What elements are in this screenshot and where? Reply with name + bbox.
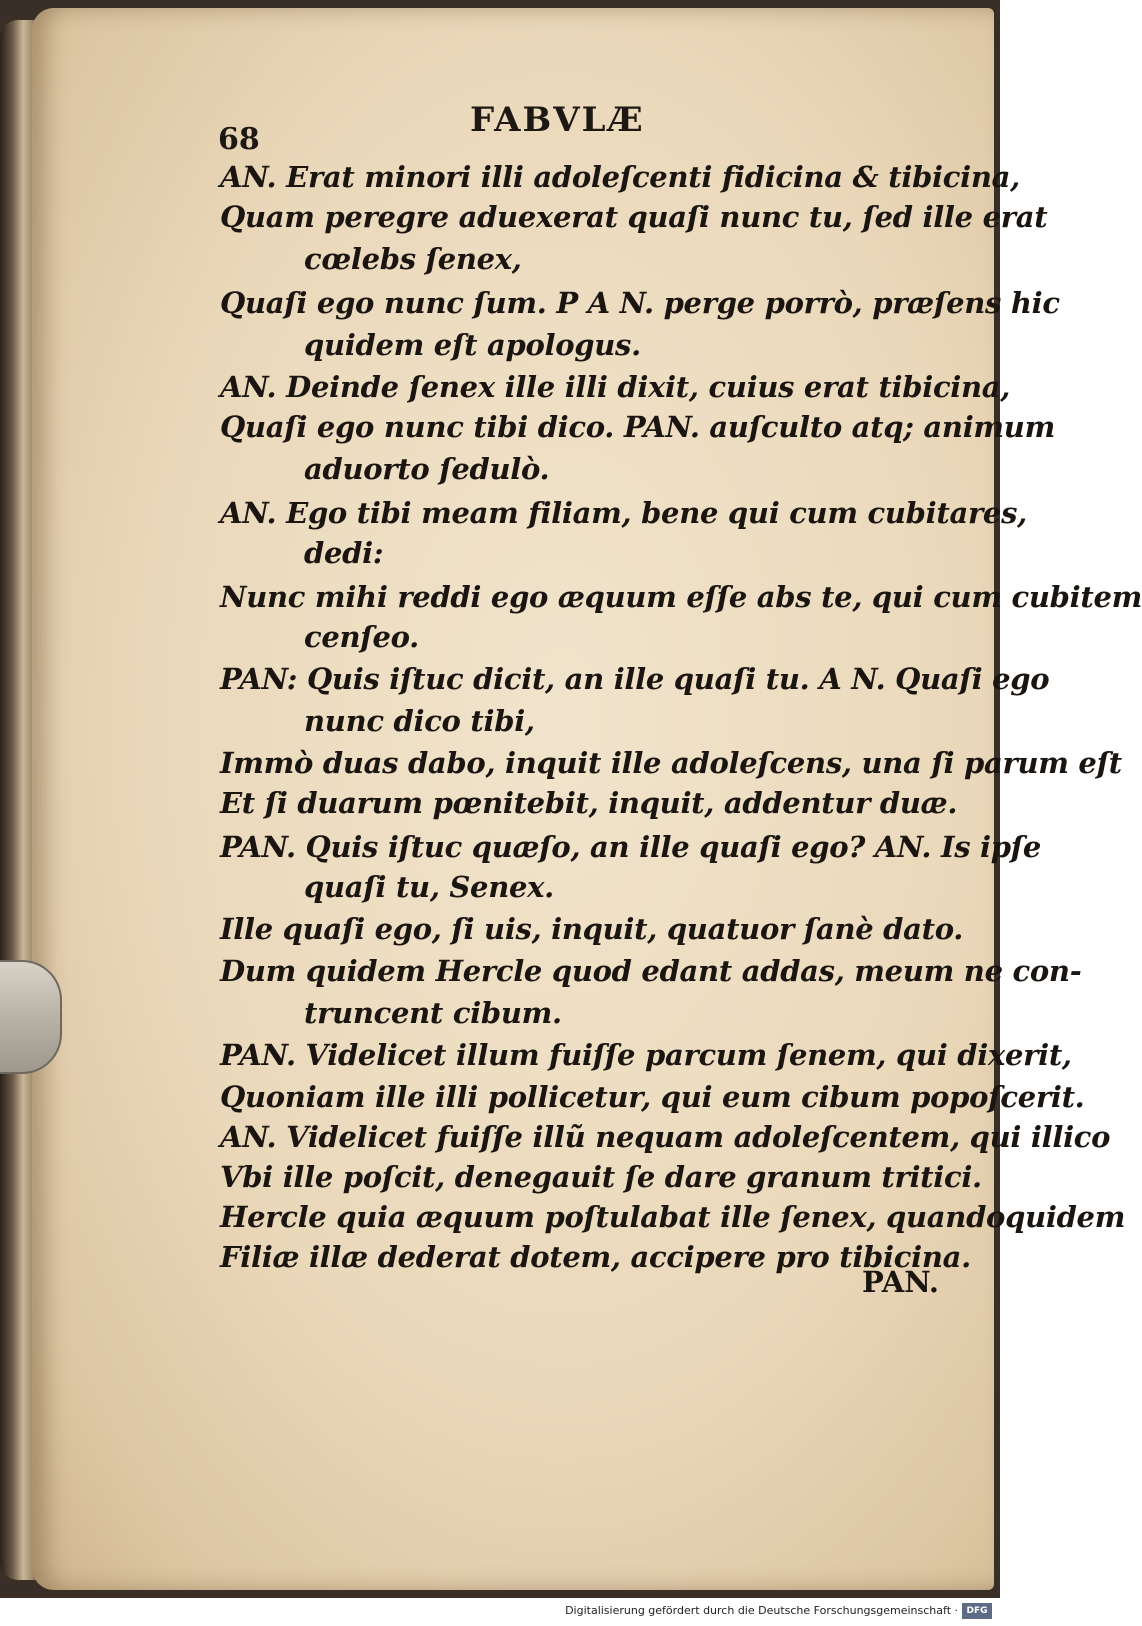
text-line: Quam peregre aduexerat quaſi nunc tu, ſed ille erat — [220, 200, 1048, 234]
catchword: PAN. — [862, 1265, 939, 1299]
text-line: cœlebs ſenex, — [304, 242, 522, 276]
digitization-footer — [0, 1598, 1000, 1626]
text-line: aduorto ſedulò. — [304, 452, 550, 486]
text-line: PAN. Quis iſtuc quæſo, an ille quaſi ego? AN. Is ipſe — [220, 830, 1042, 864]
text-line: quaſi tu, Senex. — [304, 870, 554, 904]
text-line: Hercle quia æquum poſtulabat ille ſenex, quandoquidem — [220, 1200, 1126, 1234]
text-line: Vbi ille poſcit, denegauit ſe dare granum tritici. — [220, 1160, 982, 1194]
running-head: FABVLÆ — [470, 100, 645, 140]
text-line: dedi: — [304, 536, 384, 570]
text-line: PAN: Quis iſtuc dicit, an ille quaſi tu. A N. Quaſi ego — [220, 662, 1050, 696]
text-line: Et ſi duarum pœnitebit, inquit, addentur duæ. — [220, 786, 958, 820]
text-line: Ille quaſi ego, ſi uis, inquit, quatuor ſanè dato. — [220, 912, 964, 946]
text-line: Dum quidem Hercle quod edant addas, meum ne con- — [220, 954, 1082, 988]
text-line: PAN. Videlicet illum fuiſſe parcum ſenem, qui dixerit, — [220, 1038, 1072, 1072]
text-line: AN. Erat minori illi adoleſcenti fidicina & tibicina, — [220, 160, 1020, 194]
text-line: quidem eſt apologus. — [304, 328, 641, 362]
text-line: Quaſi ego nunc ſum. P A N. perge porrò, præſens hic — [220, 286, 1060, 320]
text-line: AN. Ego tibi meam filiam, bene qui cum cubitares, — [220, 496, 1027, 530]
text-line: Filiæ illæ dederat dotem, accipere pro tibicina. — [220, 1240, 971, 1274]
text-line: truncent cibum. — [304, 996, 562, 1030]
text-line: nunc dico tibi, — [304, 704, 535, 738]
text-line: cenſeo. — [304, 620, 419, 654]
dfg-logo: DFG — [962, 1603, 992, 1619]
text-line: Quoniam ille illi pollicetur, qui eum cibum popoſcerit. — [220, 1080, 1085, 1114]
text-line: AN. Videlicet fuiſſe illũ nequam adoleſcentem, qui illico — [220, 1120, 1111, 1154]
text-line: Nunc mihi reddi ego æquum eſſe abs te, qui cum cubitem — [220, 580, 1142, 614]
text-line: Quaſi ego nunc tibi dico. PAN. auſculto atq; animum — [220, 410, 1055, 444]
text-line: Immò duas dabo, inquit ille adoleſcens, una ſi parum eſt — [220, 746, 1122, 780]
text-line: AN. Deinde ſenex ille illi dixit, cuius erat tibicina, — [220, 370, 1011, 404]
funding-credit: Digitalisierung gefördert durch die Deutsche Forschungsgemeinschaft · — [565, 1604, 958, 1617]
page-number: 68 — [218, 122, 260, 157]
